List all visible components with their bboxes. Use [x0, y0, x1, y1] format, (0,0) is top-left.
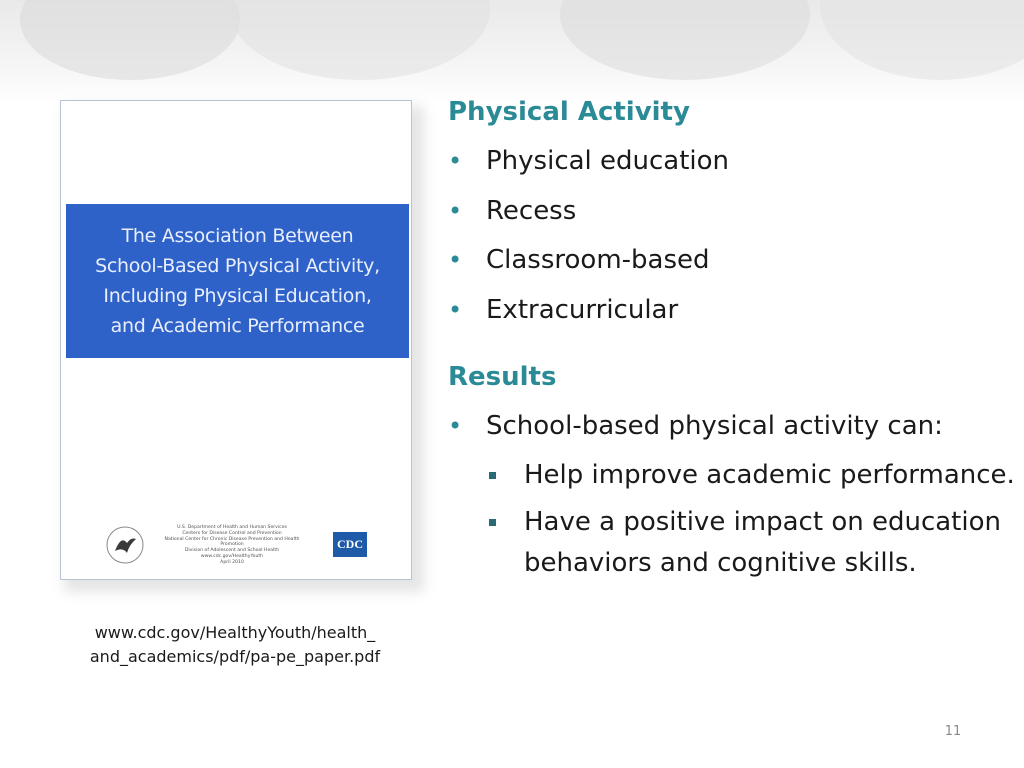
agency-line: April 2010: [220, 559, 244, 565]
cover-agency-text: [157, 525, 307, 566]
agency-line: U.S. Department of Health and Human Services: [177, 525, 287, 530]
agency-line: Division of Adolescent and School Health: [184, 548, 280, 554]
decorative-swirl: [20, 0, 240, 80]
cover-title: The Association Between School-Based Physical Activity, Including Physical Education, and Academic Performance: [95, 225, 380, 337]
sub-list-item: [486, 455, 1016, 496]
source-url-caption: [40, 621, 430, 669]
bullet-icon: •: [448, 412, 463, 440]
list-item-text: Classroom-based: [486, 245, 710, 275]
decorative-swirl: [560, 0, 810, 80]
decorative-swirl: [230, 0, 490, 80]
list-item-text: Physical education: [486, 146, 730, 176]
sub-list-item: [486, 502, 1016, 584]
cdc-logo: CDC: [333, 532, 367, 557]
list-item: [448, 195, 729, 245]
cover-title-band: [66, 204, 409, 358]
report-cover-image: [60, 100, 412, 580]
agency-line: Centers for Disease Control and Prevention: [182, 530, 282, 536]
square-bullet-icon: [489, 472, 496, 479]
decorative-header-banner: [0, 0, 1024, 105]
sub-list-item-text: Have a positive impact on education behaviors and cognitive skills.: [524, 507, 1001, 578]
results-sub-list: [486, 455, 1016, 590]
decorative-swirl: [820, 0, 1024, 80]
list-item: [448, 244, 729, 294]
list-item-text: Extracurricular: [486, 294, 679, 325]
cover-footer: [101, 521, 371, 571]
physical-activity-heading: Physical Activity: [448, 97, 690, 127]
list-item: [448, 294, 729, 344]
list-item: [448, 145, 729, 195]
list-item-text: Recess: [486, 195, 577, 226]
square-bullet-icon: [489, 519, 496, 526]
results-list: [448, 410, 943, 460]
bullet-icon: •: [448, 147, 463, 175]
agency-line: www.cdc.gov/HealthyYouth: [200, 553, 264, 559]
list-item: [448, 410, 943, 460]
results-heading: Results: [448, 362, 557, 392]
bullet-icon: •: [448, 246, 463, 274]
physical-activity-list: [448, 145, 729, 343]
bullet-icon: •: [448, 196, 463, 225]
hhs-eagle-logo-icon: [105, 525, 145, 565]
list-item-text: School-based physical activity can:: [486, 411, 943, 441]
caption-line: and_academics/pdf/pa-pe_paper.pdf: [89, 647, 381, 666]
caption-line: www.cdc.gov/HealthyYouth/health_: [94, 623, 376, 642]
agency-line: National Center for Chronic Disease Prevention and Health Promotion: [164, 536, 300, 548]
page-number: 11: [944, 724, 962, 739]
bullet-icon: •: [448, 295, 463, 324]
sub-list-item-text: Help improve academic performance.: [524, 460, 1015, 490]
